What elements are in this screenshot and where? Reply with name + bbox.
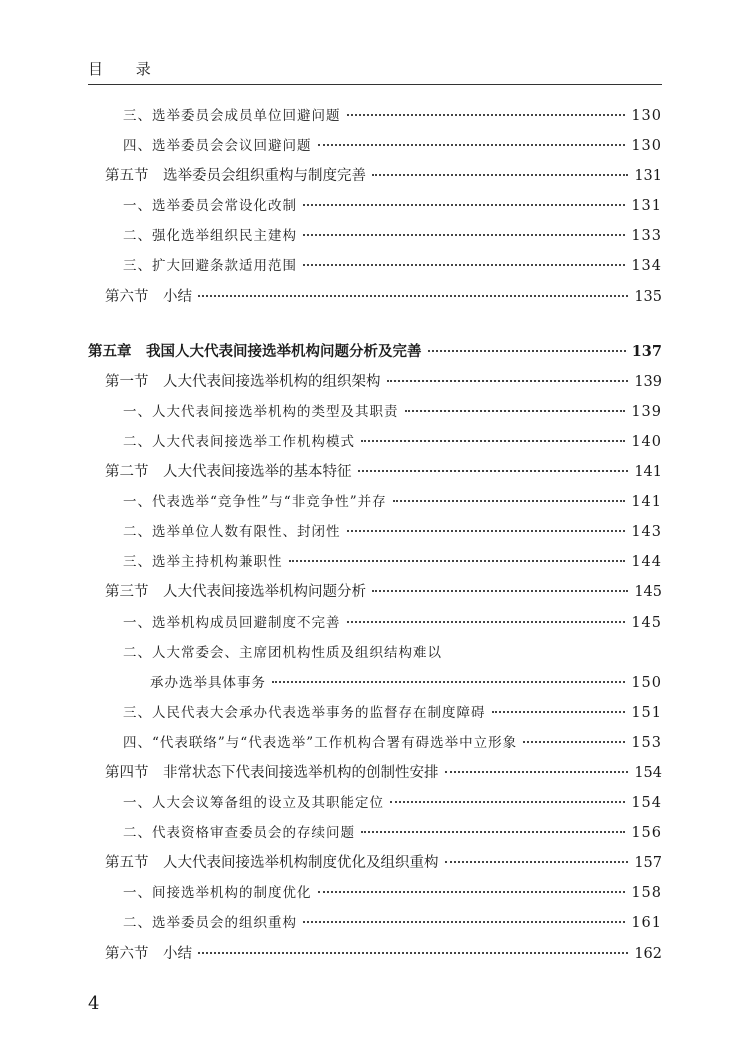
- dot-leader: [445, 771, 629, 773]
- table-of-contents: [88, 104, 662, 972]
- toc-entry-page: 141: [634, 464, 662, 481]
- toc-entry[interactable]: [88, 285, 662, 315]
- toc-entry-page: 130: [631, 138, 662, 155]
- toc-entry[interactable]: [88, 611, 662, 641]
- toc-entry-title: 三、扩大回避条款适用范围: [123, 258, 297, 275]
- toc-entry[interactable]: [88, 881, 662, 911]
- toc-entry-title: 第四节 非常状态下代表间接选举机构的创制性安排: [105, 764, 439, 781]
- toc-entry-title: 一、选举委员会常设化改制: [123, 198, 297, 215]
- toc-entry[interactable]: [88, 821, 662, 851]
- toc-entry-title: 第一节 人大代表间接选举机构的组织架构: [105, 373, 381, 390]
- toc-entry-title: 四、选举委员会会议回避问题: [123, 138, 312, 155]
- toc-entry-page: 134: [631, 258, 662, 275]
- toc-entry-title: 一、人大会议筹备组的设立及其职能定位: [123, 795, 384, 812]
- toc-entry-page: 161: [631, 915, 662, 932]
- toc-entry-title: 第六节 小结: [105, 945, 192, 962]
- toc-entry-page: 141: [631, 494, 662, 511]
- dot-leader: [393, 500, 626, 502]
- dot-leader: [390, 801, 625, 803]
- toc-entry-title: 三、人民代表大会承办代表选举事务的监督存在制度障碍: [123, 704, 486, 721]
- dot-leader: [272, 681, 625, 683]
- toc-entry[interactable]: [88, 400, 662, 430]
- dot-leader: [387, 380, 629, 382]
- toc-entry[interactable]: [88, 254, 662, 284]
- toc-entry[interactable]: [88, 851, 662, 881]
- toc-entry-title: 三、选举委员会成员单位回避问题: [123, 108, 341, 124]
- dot-leader: [372, 590, 628, 592]
- dot-leader: [347, 114, 626, 116]
- toc-entry-page: 150: [631, 674, 662, 691]
- toc-entry-title: 三、选举主持机构兼职性: [123, 554, 283, 571]
- toc-entry-title: 二、选举单位人数有限性、封闭性: [123, 524, 341, 541]
- toc-entry-title: 二、代表资格审查委员会的存续问题: [123, 825, 355, 842]
- toc-entry-title: 第三节 人大代表间接选举机构问题分析: [105, 584, 366, 601]
- dot-leader: [445, 861, 629, 863]
- toc-entry[interactable]: [88, 641, 662, 671]
- dot-leader: [303, 264, 625, 266]
- dot-leader: [492, 711, 626, 713]
- toc-entry-title: 承办选举具体事务: [150, 674, 266, 691]
- dot-leader: [289, 560, 626, 562]
- toc-entry-title: 第五节 人大代表间接选举机构制度优化及组织重构: [105, 855, 439, 872]
- toc-entry-page: 144: [631, 554, 662, 571]
- dot-leader: [318, 144, 626, 146]
- dot-leader: [303, 234, 625, 236]
- dot-leader: [405, 410, 626, 412]
- toc-entry-page: 158: [631, 885, 662, 902]
- dot-leader: [358, 470, 629, 472]
- toc-entry-page: 135: [634, 288, 662, 305]
- toc-entry-title: 第二节 人大代表间接选举的基本特征: [105, 464, 352, 481]
- toc-entry[interactable]: [88, 550, 662, 580]
- running-header: 目 录: [88, 60, 165, 78]
- toc-entry-title: 一、间接选举机构的制度优化: [123, 885, 312, 902]
- toc-entry-title: 一、代表选举“竞争性”与“非竞争性”并存: [123, 494, 387, 511]
- dot-leader: [428, 350, 626, 352]
- toc-entry-title: 二、强化选举组织民主建构: [123, 228, 297, 245]
- toc-entry[interactable]: [88, 104, 662, 134]
- toc-entry[interactable]: [88, 580, 662, 610]
- dot-leader: [372, 174, 628, 176]
- dot-leader: [303, 921, 625, 923]
- toc-entry-title: 第六节 小结: [105, 288, 192, 305]
- toc-entry-title: 第五节 选举委员会组织重构与制度完善: [105, 168, 366, 185]
- toc-entry[interactable]: [88, 490, 662, 520]
- header-rule: [88, 84, 662, 85]
- toc-entry[interactable]: [88, 671, 662, 701]
- toc-entry[interactable]: [88, 911, 662, 941]
- dot-leader: [523, 741, 625, 743]
- dot-leader: [198, 952, 628, 954]
- toc-entry[interactable]: [88, 134, 662, 164]
- toc-entry-page: 154: [634, 764, 662, 781]
- toc-entry-title: 一、人大代表间接选举机构的类型及其职责: [123, 403, 399, 420]
- toc-entry-page: 140: [631, 433, 662, 450]
- dot-leader: [361, 440, 625, 442]
- toc-entry-page: 131: [631, 198, 662, 215]
- dot-leader: [347, 530, 626, 532]
- toc-entry[interactable]: [88, 731, 662, 761]
- toc-entry-title: 二、人大代表间接选举工作机构模式: [123, 433, 355, 450]
- toc-entry-title: 一、选举机构成员回避制度不完善: [123, 614, 341, 631]
- toc-entry[interactable]: [88, 164, 662, 194]
- toc-entry[interactable]: [88, 942, 662, 972]
- toc-entry-page: 130: [631, 108, 662, 124]
- toc-entry-title: 第五章 我国人大代表间接选举机构问题分析及完善: [88, 342, 422, 360]
- toc-entry-page: 145: [631, 614, 662, 631]
- toc-entry[interactable]: [88, 194, 662, 224]
- page-number: 4: [88, 993, 100, 1014]
- toc-entry-page: 131: [634, 168, 662, 185]
- toc-entry-title: 二、人大常委会、主席团机构性质及组织结构难以: [123, 644, 442, 661]
- toc-entry[interactable]: [88, 430, 662, 460]
- toc-entry[interactable]: [88, 340, 662, 370]
- toc-entry-page: 151: [631, 704, 662, 721]
- toc-entry-title: 二、选举委员会的组织重构: [123, 915, 297, 932]
- toc-entry[interactable]: [88, 791, 662, 821]
- dot-leader: [347, 621, 626, 623]
- toc-entry-page: 162: [634, 945, 662, 962]
- toc-entry-page: 133: [631, 228, 662, 245]
- toc-entry-title: 四、“代表联络”与“代表选举”工作机构合署有碍选举中立形象: [123, 734, 518, 751]
- toc-entry-page: 156: [631, 825, 662, 842]
- toc-entry[interactable]: [88, 224, 662, 254]
- toc-entry-page: 153: [631, 734, 662, 751]
- toc-entry[interactable]: [88, 761, 662, 791]
- toc-entry[interactable]: [88, 701, 662, 731]
- toc-entry-page: 154: [631, 795, 662, 812]
- toc-entry-page: 143: [631, 524, 662, 541]
- dot-leader: [198, 295, 628, 297]
- toc-entry-page: 157: [634, 855, 662, 872]
- dot-leader: [303, 204, 625, 206]
- toc-entry-page: 145: [634, 584, 662, 601]
- toc-entry-page: 139: [631, 403, 662, 420]
- dot-leader: [361, 831, 625, 833]
- toc-entry[interactable]: [88, 460, 662, 490]
- dot-leader: [318, 891, 626, 893]
- toc-entry[interactable]: [88, 520, 662, 550]
- toc-entry-page: 139: [634, 373, 662, 390]
- toc-entry-page: 137: [631, 342, 662, 360]
- toc-entry[interactable]: [88, 370, 662, 400]
